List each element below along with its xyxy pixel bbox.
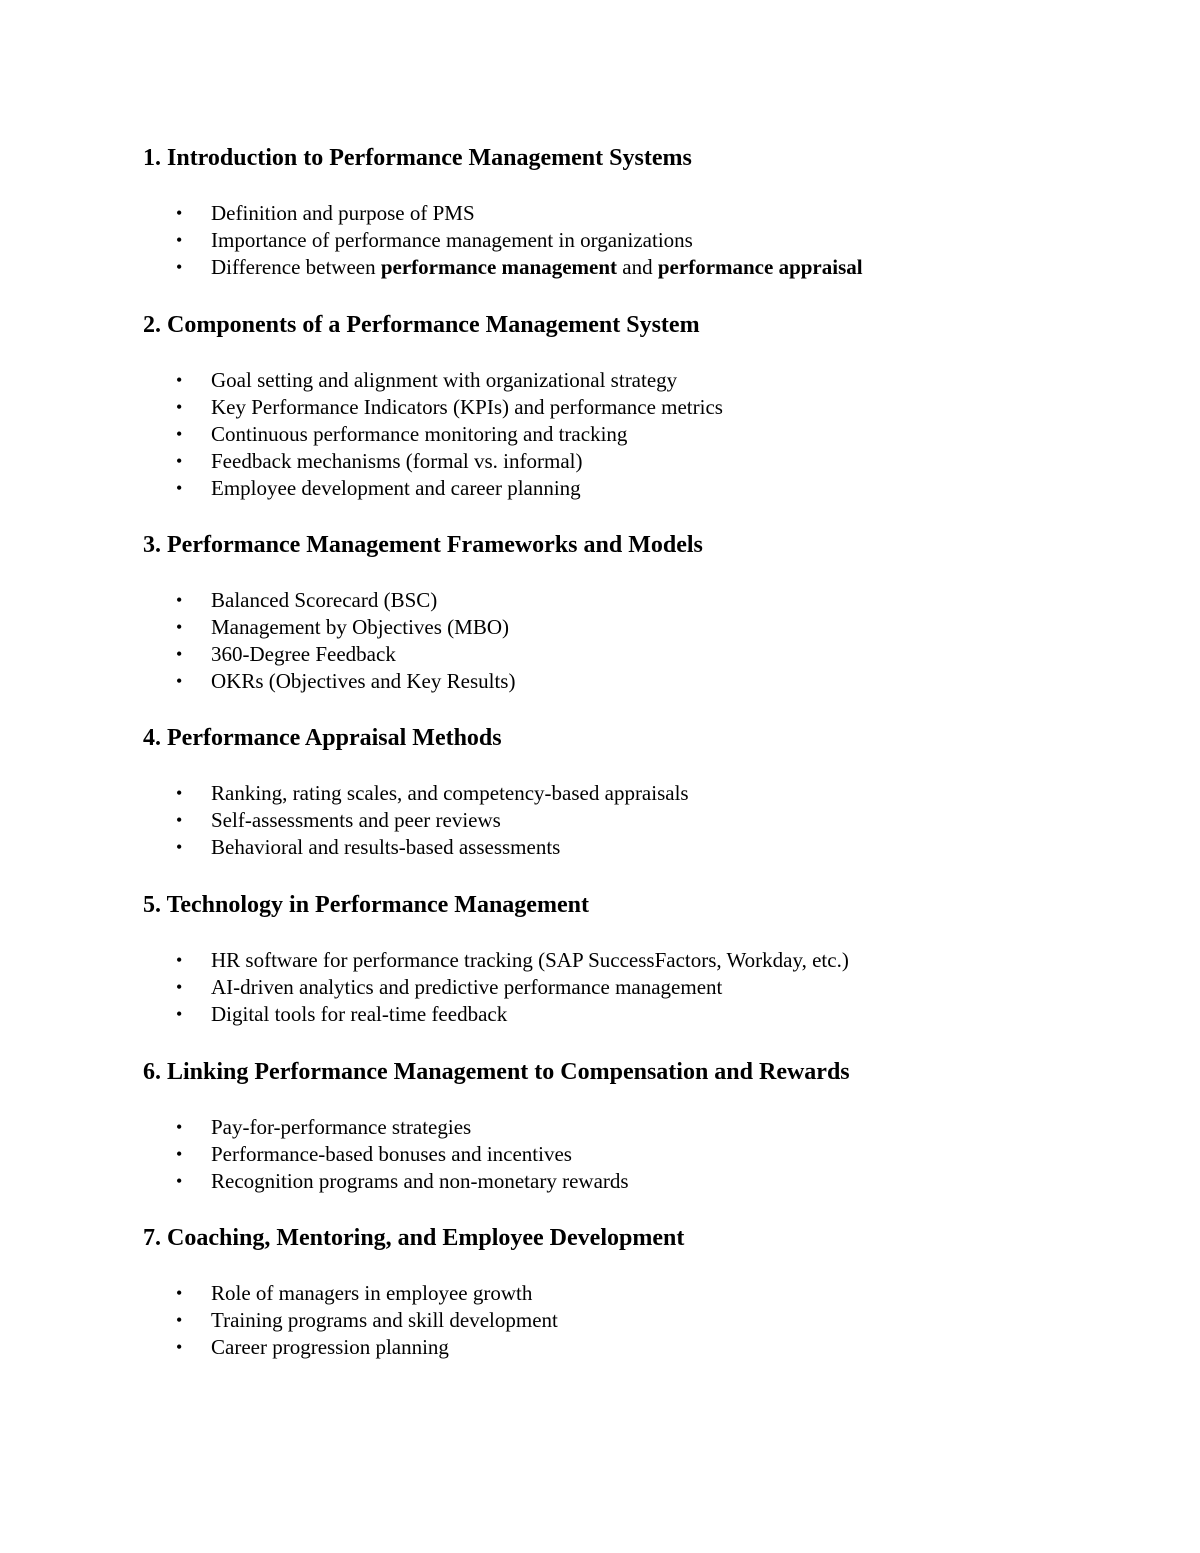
list-item-text: Goal setting and alignment with organizational strategy: [211, 368, 678, 392]
list-item: [143, 641, 1143, 668]
bullet-list: [143, 200, 1143, 281]
list-item-text: Performance-based bonuses and incentives: [211, 1142, 572, 1166]
section-heading: 7. Coaching, Mentoring, and Employee Development: [143, 1225, 685, 1251]
section-heading: 5. Technology in Performance Management: [143, 892, 589, 918]
section-heading: 1. Introduction to Performance Management Systems: [143, 145, 692, 171]
emphasis-term: performance management: [380, 255, 618, 279]
list-item: [143, 974, 1143, 1001]
bullet-icon: •: [176, 810, 183, 830]
bullet-icon: •: [176, 370, 183, 390]
list-item: [143, 1307, 1143, 1334]
bullet-icon: •: [176, 671, 183, 691]
section-6: [143, 1058, 1143, 1195]
section-heading: 2. Components of a Performance Management System: [143, 312, 700, 338]
list-item-text-middle: and: [617, 255, 658, 279]
bullet-icon: •: [176, 1004, 183, 1024]
bullet-icon: •: [176, 230, 183, 250]
list-item: [143, 227, 1143, 254]
list-item-text: Role of managers in employee growth: [211, 1281, 533, 1305]
section-7: [143, 1224, 1143, 1361]
bullet-icon: •: [176, 1171, 183, 1191]
bullet-icon: •: [176, 397, 183, 417]
bullet-icon: •: [176, 1310, 183, 1330]
bullet-icon: •: [176, 977, 183, 997]
bullet-icon: •: [176, 1117, 183, 1137]
bullet-icon: •: [176, 424, 183, 444]
list-item-text: AI-driven analytics and predictive performance management: [211, 975, 723, 999]
list-item-text: Ranking, rating scales, and competency-based appraisals: [211, 781, 689, 805]
list-item-text: Key Performance Indicators (KPIs) and performance metrics: [211, 395, 723, 419]
list-item: [143, 394, 1143, 421]
bullet-list: [143, 780, 1143, 861]
bullet-list: [143, 587, 1143, 695]
list-item: [143, 448, 1143, 475]
list-item: [143, 1168, 1143, 1195]
bullet-icon: •: [176, 1283, 183, 1303]
list-item-text: Self-assessments and peer reviews: [211, 808, 501, 832]
list-item: [143, 614, 1143, 641]
section-heading: 4. Performance Appraisal Methods: [143, 725, 502, 751]
list-item: [143, 947, 1143, 974]
list-item: [143, 1280, 1143, 1307]
list-item-text: Pay-for-performance strategies: [211, 1115, 472, 1139]
bullet-icon: •: [176, 1144, 183, 1164]
list-item-text: Balanced Scorecard (BSC): [211, 588, 438, 612]
list-item: [143, 254, 1143, 281]
list-item-text: Employee development and career planning: [211, 476, 581, 500]
list-item-text: Management by Objectives (MBO): [211, 615, 510, 639]
list-item: [143, 834, 1143, 861]
list-item: [143, 200, 1143, 227]
list-item-text: Recognition programs and non-monetary rewards: [211, 1169, 629, 1193]
list-item: [143, 367, 1143, 394]
list-item: [143, 668, 1143, 695]
bullet-icon: •: [176, 644, 183, 664]
list-item-text-prefix: Difference between: [211, 255, 381, 279]
list-item: [143, 421, 1143, 448]
list-item: [143, 475, 1143, 502]
list-item: [143, 587, 1143, 614]
list-item: [143, 1334, 1143, 1361]
list-item-text: Feedback mechanisms (formal vs. informal): [211, 449, 583, 473]
bullet-icon: •: [176, 451, 183, 471]
list-item-text: Importance of performance management in organizations: [211, 228, 693, 252]
bullet-icon: •: [176, 617, 183, 637]
section-heading: 3. Performance Management Frameworks and Models: [143, 532, 703, 558]
bullet-icon: •: [176, 950, 183, 970]
section-5: [143, 891, 1143, 1028]
list-item: [143, 1141, 1143, 1168]
list-item-text: OKRs (Objectives and Key Results): [211, 669, 516, 693]
bullet-icon: •: [176, 590, 183, 610]
section-heading: 6. Linking Performance Management to Compensation and Rewards: [143, 1059, 850, 1085]
list-item-text: Digital tools for real-time feedback: [211, 1002, 508, 1026]
bullet-icon: •: [176, 478, 183, 498]
section-4: [143, 724, 1143, 861]
list-item-text: Career progression planning: [211, 1335, 449, 1359]
list-item-text: 360-Degree Feedback: [211, 642, 396, 666]
bullet-list: [143, 947, 1143, 1028]
bullet-icon: •: [176, 203, 183, 223]
bullet-icon: •: [176, 257, 183, 277]
list-item-text: Continuous performance monitoring and tracking: [211, 422, 628, 446]
list-item-text: Definition and purpose of PMS: [211, 201, 475, 225]
section-1: [143, 144, 1143, 281]
bullet-icon: •: [176, 783, 183, 803]
list-item-text: Behavioral and results-based assessments: [211, 835, 561, 859]
bullet-icon: •: [176, 1337, 183, 1357]
section-3: [143, 531, 1143, 695]
bullet-icon: •: [176, 837, 183, 857]
list-item: [143, 807, 1143, 834]
list-item-text: Training programs and skill development: [211, 1308, 558, 1332]
bullet-list: [143, 1280, 1143, 1361]
section-2: [143, 311, 1143, 502]
list-item: [143, 780, 1143, 807]
bullet-list: [143, 367, 1143, 502]
emphasis-term: performance appraisal: [657, 255, 863, 279]
list-item: [143, 1114, 1143, 1141]
list-item-text: HR software for performance tracking (SAP SuccessFactors, Workday, etc.): [211, 948, 849, 972]
list-item: [143, 1001, 1143, 1028]
bullet-list: [143, 1114, 1143, 1195]
